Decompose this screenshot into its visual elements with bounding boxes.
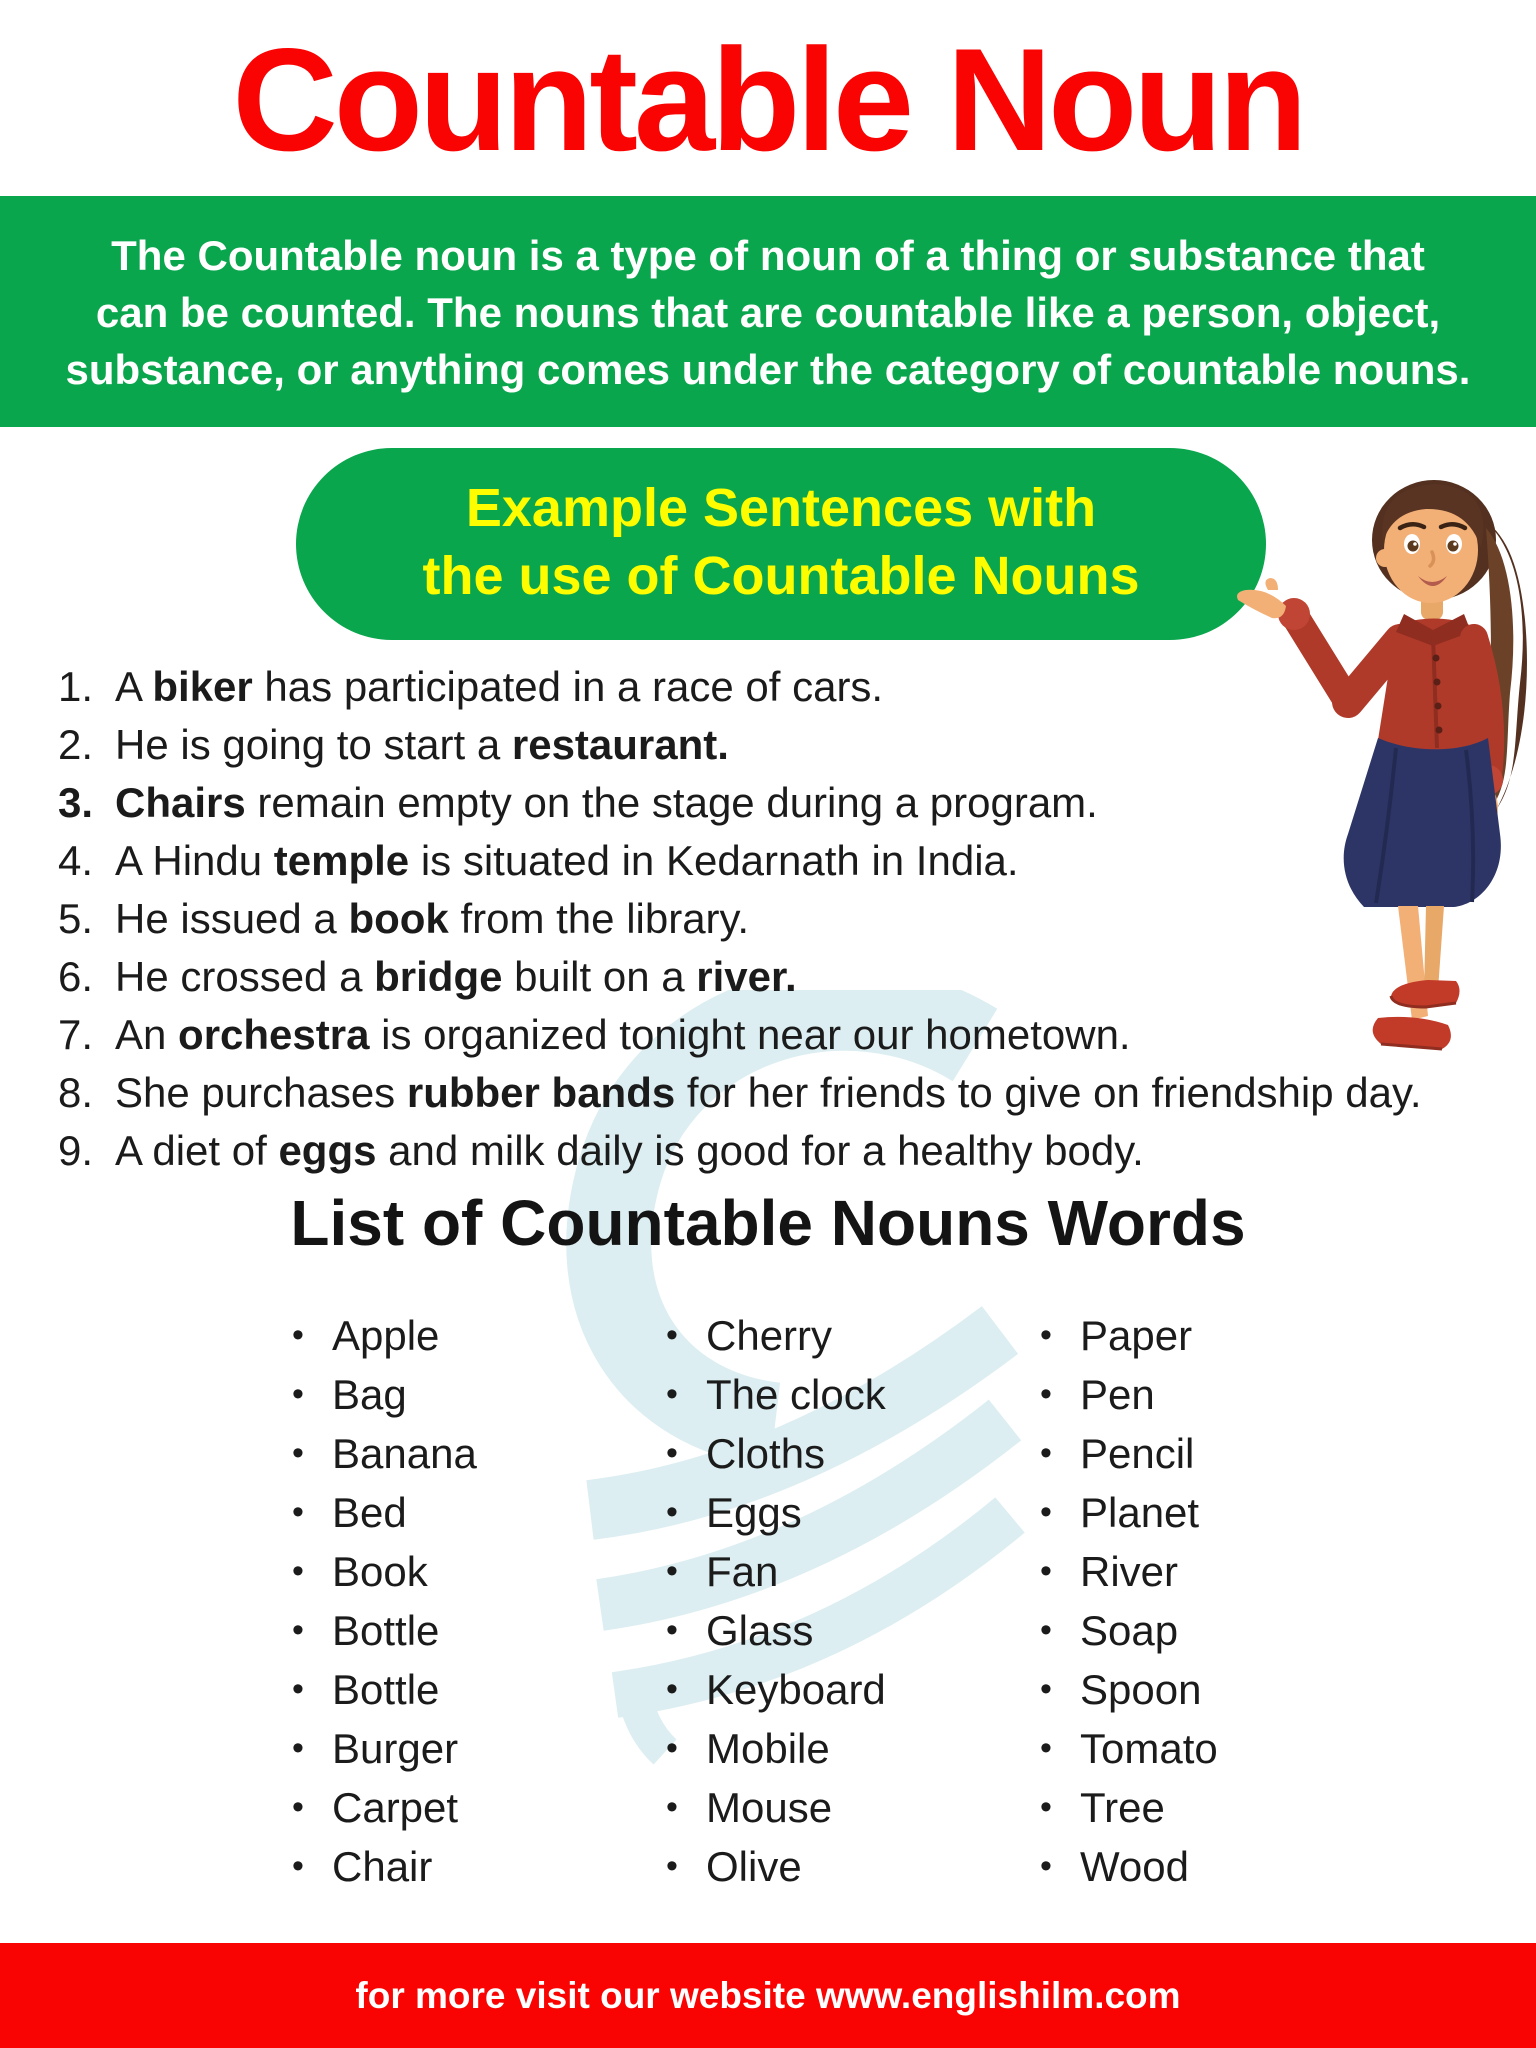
- noun-word: Olive: [706, 1842, 802, 1890]
- bullet-icon: •: [292, 1434, 304, 1472]
- bullet-icon: •: [1040, 1552, 1052, 1590]
- bullet-icon: •: [292, 1670, 304, 1708]
- bullet-icon: •: [666, 1670, 678, 1708]
- noun-word: Chair: [332, 1842, 433, 1890]
- sentence-item: [58, 1122, 1528, 1180]
- bullet-icon: •: [1040, 1788, 1052, 1826]
- noun-word: Paper: [1080, 1311, 1193, 1359]
- noun-list-item: [292, 1542, 477, 1601]
- noun-list-item: [292, 1778, 477, 1837]
- noun-list-item: [666, 1424, 886, 1483]
- bullet-icon: •: [666, 1847, 678, 1885]
- bullet-icon: •: [292, 1552, 304, 1590]
- examples-heading-box: [296, 448, 1266, 640]
- footer-text: for more visit our website www.englishilm.com: [355, 1974, 1181, 2016]
- noun-list-item: [1040, 1660, 1218, 1719]
- noun-word: Keyboard: [706, 1665, 886, 1713]
- noun-word: Tomato: [1080, 1724, 1218, 1772]
- noun-list-item: [666, 1483, 886, 1542]
- noun-word: Wood: [1080, 1842, 1189, 1890]
- noun-word: Cherry: [706, 1311, 833, 1359]
- sentence-number: 1.: [58, 663, 94, 710]
- bullet-icon: •: [1040, 1434, 1052, 1472]
- sentence-number: 9.: [58, 1127, 94, 1174]
- sentence-text: He crossed a bridge built on a river.: [115, 953, 797, 1000]
- sentence-number: 7.: [58, 1011, 94, 1058]
- sentence-item: [58, 1064, 1528, 1122]
- bullet-icon: •: [1040, 1375, 1052, 1413]
- sentence-number: 6.: [58, 953, 94, 1000]
- noun-word: The clock: [706, 1370, 886, 1418]
- bullet-icon: •: [666, 1729, 678, 1767]
- sentence-number: 3.: [58, 779, 94, 826]
- noun-list-item: [1040, 1424, 1218, 1483]
- bullet-icon: •: [1040, 1611, 1052, 1649]
- noun-list-item: [1040, 1719, 1218, 1778]
- bullet-icon: •: [666, 1611, 678, 1649]
- noun-list-item: [1040, 1306, 1218, 1365]
- bullet-icon: •: [292, 1493, 304, 1531]
- noun-list-item: [666, 1365, 886, 1424]
- definition-line: The Countable noun is a type of noun of a thing or substance that: [111, 232, 1425, 279]
- noun-list-item: [1040, 1483, 1218, 1542]
- noun-word: Book: [332, 1547, 428, 1595]
- noun-word: Bottle: [332, 1606, 440, 1654]
- noun-word: Mouse: [706, 1783, 833, 1831]
- noun-word: Carpet: [332, 1783, 459, 1831]
- sentence-text: A Hindu temple is situated in Kedarnath in India.: [115, 837, 1019, 884]
- definition-line: can be counted. The nouns that are countable like a person, object,: [95, 289, 1441, 336]
- page-title: Countable Noun: [232, 18, 1304, 181]
- bullet-icon: •: [292, 1375, 304, 1413]
- noun-word: Pencil: [1080, 1429, 1195, 1477]
- sentence-text: Chairs remain empty on the stage during a program.: [115, 779, 1098, 826]
- bullet-icon: •: [666, 1316, 678, 1354]
- noun-list-item: [666, 1660, 886, 1719]
- noun-word: Mobile: [706, 1724, 830, 1772]
- footer-bar: [0, 1943, 1536, 2048]
- noun-word: Eggs: [706, 1488, 802, 1536]
- definition-banner: [0, 196, 1536, 427]
- bullet-icon: •: [666, 1375, 678, 1413]
- noun-word: Bag: [332, 1370, 407, 1418]
- noun-word: Burger: [332, 1724, 459, 1772]
- noun-list-item: [292, 1837, 477, 1896]
- noun-list-item: [666, 1542, 886, 1601]
- bullet-icon: •: [1040, 1316, 1052, 1354]
- bullet-icon: •: [292, 1729, 304, 1767]
- noun-word: Fan: [706, 1547, 779, 1595]
- noun-list-item: [292, 1306, 477, 1365]
- noun-list-item: [1040, 1778, 1218, 1837]
- noun-column-3: [1040, 1306, 1218, 1896]
- noun-list-item: [666, 1837, 886, 1896]
- bullet-icon: •: [292, 1316, 304, 1354]
- noun-list-item: [292, 1719, 477, 1778]
- noun-list-item: [1040, 1365, 1218, 1424]
- noun-column-1: [292, 1306, 477, 1896]
- noun-word: Banana: [332, 1429, 477, 1477]
- sentence-number: 5.: [58, 895, 94, 942]
- noun-list-item: [292, 1424, 477, 1483]
- bullet-icon: •: [1040, 1670, 1052, 1708]
- bullet-icon: •: [666, 1788, 678, 1826]
- bullet-icon: •: [1040, 1493, 1052, 1531]
- sentence-number: 8.: [58, 1069, 94, 1116]
- bullet-icon: •: [666, 1434, 678, 1472]
- noun-word: Bottle: [332, 1665, 440, 1713]
- noun-list-item: [666, 1719, 886, 1778]
- bullet-icon: •: [292, 1611, 304, 1649]
- noun-word: Apple: [332, 1311, 440, 1359]
- noun-list-item: [292, 1601, 477, 1660]
- noun-word: River: [1080, 1547, 1179, 1595]
- sentence-text: An orchestra is organized tonight near our hometown.: [115, 1011, 1131, 1058]
- noun-list-item: [666, 1778, 886, 1837]
- noun-word: Planet: [1080, 1488, 1200, 1536]
- noun-list-item: [1040, 1601, 1218, 1660]
- sentence-text: He issued a book from the library.: [115, 895, 750, 942]
- bullet-icon: •: [666, 1552, 678, 1590]
- noun-word: Cloths: [706, 1429, 826, 1477]
- sentence-number: 4.: [58, 837, 94, 884]
- noun-list-item: [292, 1365, 477, 1424]
- sentence-text: A biker has participated in a race of cars.: [115, 663, 884, 710]
- sentence-text: He is going to start a restaurant.: [115, 721, 729, 768]
- noun-list-item: [1040, 1837, 1218, 1896]
- examples-heading-line: Example Sentences with: [465, 478, 1097, 538]
- definition-line: substance, or anything comes under the category of countable nouns.: [65, 346, 1471, 393]
- bullet-icon: •: [666, 1493, 678, 1531]
- noun-column-2: [666, 1306, 886, 1896]
- bullet-icon: •: [1040, 1729, 1052, 1767]
- bullet-icon: •: [1040, 1847, 1052, 1885]
- bullet-icon: •: [292, 1788, 304, 1826]
- teacher-illustration-icon: [1228, 478, 1536, 1063]
- noun-list-item: [666, 1601, 886, 1660]
- sentence-text: She purchases rubber bands for her friends to give on friendship day.: [115, 1069, 1422, 1116]
- noun-word: Glass: [706, 1606, 814, 1654]
- noun-word: Soap: [1080, 1606, 1179, 1654]
- noun-word: Spoon: [1080, 1665, 1202, 1713]
- sentence-text: A diet of eggs and milk daily is good for a healthy body.: [115, 1127, 1144, 1174]
- noun-word: Bed: [332, 1488, 407, 1536]
- noun-word: Pen: [1080, 1370, 1155, 1418]
- noun-list-item: [1040, 1542, 1218, 1601]
- noun-list-heading: List of Countable Nouns Words: [290, 1187, 1246, 1259]
- noun-list-item: [666, 1306, 886, 1365]
- bullet-icon: •: [292, 1847, 304, 1885]
- examples-heading-line: the use of Countable Nouns: [422, 546, 1140, 606]
- noun-list-item: [292, 1660, 477, 1719]
- noun-word: Tree: [1080, 1783, 1165, 1831]
- noun-list-item: [292, 1483, 477, 1542]
- sentence-number: 2.: [58, 721, 94, 768]
